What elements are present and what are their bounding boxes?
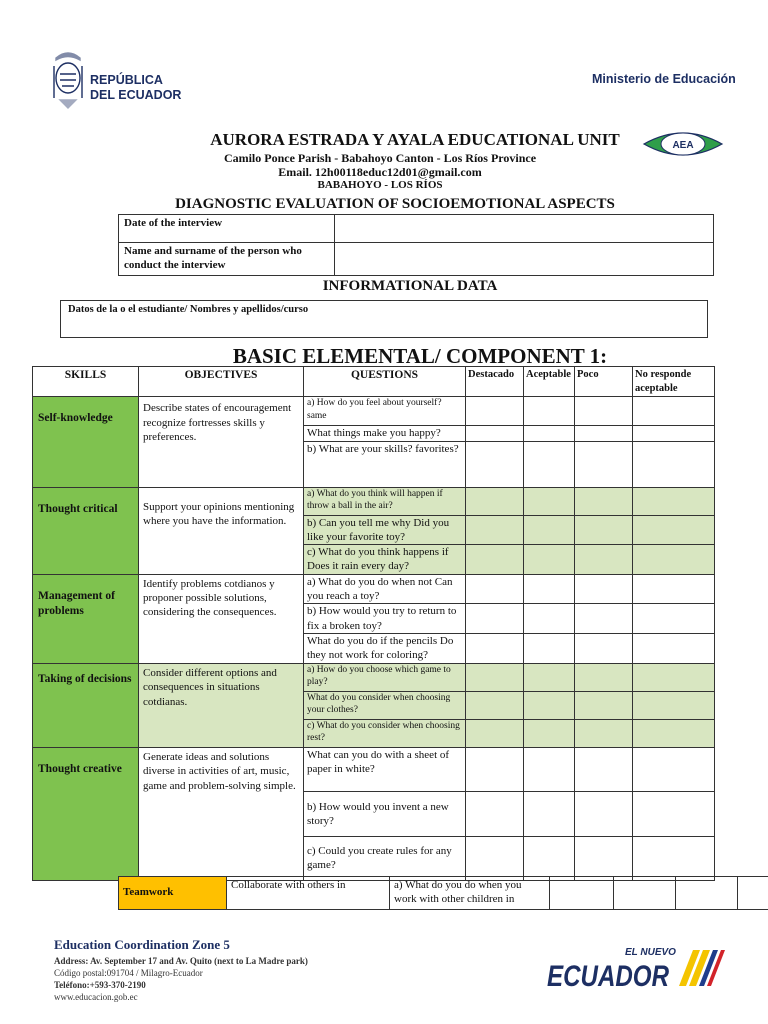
rating-destacado[interactable] xyxy=(466,441,524,487)
footer-zip: Código postal:091704 / Milagro-Ecuador xyxy=(54,968,203,978)
rating-no-responde[interactable] xyxy=(633,515,715,545)
rating-no-responde[interactable] xyxy=(633,397,715,426)
rating-destacado[interactable] xyxy=(466,397,524,426)
rating-poco[interactable] xyxy=(575,663,633,691)
rating-no-responde[interactable] xyxy=(633,633,715,663)
rating-poco[interactable] xyxy=(575,691,633,719)
rating-poco[interactable] xyxy=(575,441,633,487)
rating-poco[interactable] xyxy=(575,487,633,515)
table-row xyxy=(119,877,768,910)
question-cell: c) What do you consider when choosing rest? xyxy=(304,719,466,747)
interview-table xyxy=(118,214,714,276)
question-cell: What things make you happy? xyxy=(304,426,466,441)
footer-zone: Education Coordination Zone 5 xyxy=(54,937,230,952)
rating-aceptable[interactable] xyxy=(524,515,575,545)
rating-aceptable[interactable] xyxy=(524,426,575,441)
rating-no-responde[interactable] xyxy=(738,877,768,910)
question-cell: a) What do you do when not Can you reach a toy? xyxy=(304,574,466,604)
rating-poco[interactable] xyxy=(575,426,633,441)
rating-destacado[interactable] xyxy=(466,426,524,441)
interviewer-field[interactable] xyxy=(335,243,714,276)
rating-aceptable[interactable] xyxy=(524,487,575,515)
skill-taking-of-decisions: Taking of decisions xyxy=(33,663,139,747)
rating-aceptable[interactable] xyxy=(524,633,575,663)
rating-no-responde[interactable] xyxy=(633,663,715,691)
logo-line2: DEL ECUADOR xyxy=(90,88,182,102)
rating-destacado[interactable] xyxy=(466,574,524,604)
rating-aceptable[interactable] xyxy=(524,441,575,487)
header-poco: Poco xyxy=(575,367,633,397)
question-cell: a) How do you feel about yourself? same xyxy=(304,397,466,426)
header-aceptable: Aceptable xyxy=(524,367,575,397)
rating-poco[interactable] xyxy=(575,574,633,604)
rating-aceptable[interactable] xyxy=(524,719,575,747)
rating-aceptable[interactable] xyxy=(524,691,575,719)
question-cell: c) Could you create rules for any game? xyxy=(304,836,466,880)
rating-no-responde[interactable] xyxy=(633,836,715,880)
rating-poco[interactable] xyxy=(575,397,633,426)
rating-destacado[interactable] xyxy=(550,877,614,910)
question-cell: b) How would you try to return to fix a broken toy? xyxy=(304,604,466,634)
objective-thought-critical: Support your opinions mentioning where you have the information. xyxy=(139,487,304,574)
objective-thought-creative: Generate ideas and solutions diverse in activities of art, music, game and problem-solving simple. xyxy=(139,747,304,880)
table-row xyxy=(33,397,715,426)
teamwork-table xyxy=(118,876,768,910)
student-data-label: Datos de la o el estudiante/ Nombres y apellidos/curso xyxy=(68,304,309,315)
header-objectives: OBJECTIVES xyxy=(139,367,304,397)
ministry-name: Ministerio de Educación xyxy=(592,72,736,86)
question-cell: What do you consider when choosing your clothes? xyxy=(304,691,466,719)
objective-self-knowledge: Describe states of encouragement recognize fortresses skills y preferences. xyxy=(139,397,304,487)
rating-no-responde[interactable] xyxy=(633,574,715,604)
interviewer-label: Name and surname of the person who conduct the interview xyxy=(119,243,335,276)
rating-aceptable[interactable] xyxy=(614,877,676,910)
rating-poco[interactable] xyxy=(575,633,633,663)
skill-thought-critical: Thought critical xyxy=(33,487,139,574)
table-row xyxy=(33,487,715,515)
coat-of-arms-icon xyxy=(54,53,82,108)
rating-poco[interactable] xyxy=(575,545,633,575)
evaluation-table xyxy=(32,366,715,881)
school-name: AURORA ESTRADA Y AYALA EDUCATIONAL UNIT xyxy=(210,130,620,149)
school-logo-text: AEA xyxy=(672,140,694,151)
rating-no-responde[interactable] xyxy=(633,719,715,747)
rating-destacado[interactable] xyxy=(466,791,524,836)
rating-poco[interactable] xyxy=(676,877,738,910)
question-cell: What can you do with a sheet of paper in white? xyxy=(304,747,466,791)
question-cell: a) How do you choose which game to play? xyxy=(304,663,466,691)
rating-aceptable[interactable] xyxy=(524,791,575,836)
question-cell: What do you do if the pencils Do they not work for coloring? xyxy=(304,633,466,663)
table-header-row xyxy=(33,367,715,397)
table-row xyxy=(119,243,714,276)
rating-aceptable[interactable] xyxy=(524,747,575,791)
objective-teamwork: Collaborate with others in xyxy=(227,877,390,910)
header-skills: SKILLS xyxy=(33,367,139,397)
table-row xyxy=(33,663,715,691)
student-data-field[interactable] xyxy=(60,300,708,338)
rating-aceptable[interactable] xyxy=(524,663,575,691)
table-row xyxy=(33,747,715,791)
objective-management-of-problems: Identify problems cotdianos y proponer possible solutions, considering the consequences. xyxy=(139,574,304,663)
rating-no-responde[interactable] xyxy=(633,487,715,515)
rating-destacado[interactable] xyxy=(466,836,524,880)
rating-destacado[interactable] xyxy=(466,719,524,747)
rating-no-responde[interactable] xyxy=(633,691,715,719)
rating-aceptable[interactable] xyxy=(524,574,575,604)
rating-poco[interactable] xyxy=(575,747,633,791)
footer-phone: Teléfono:+593-370-2190 xyxy=(54,980,146,990)
question-cell: c) What do you think happens if Does it rain every day? xyxy=(304,545,466,575)
skill-thought-creative: Thought creative xyxy=(33,747,139,880)
rating-no-responde[interactable] xyxy=(633,604,715,634)
rating-destacado[interactable] xyxy=(466,515,524,545)
rating-destacado[interactable] xyxy=(466,633,524,663)
header-questions: QUESTIONS xyxy=(304,367,466,397)
rating-aceptable[interactable] xyxy=(524,545,575,575)
rating-no-responde[interactable] xyxy=(633,747,715,791)
question-cell: a) What do you do when you work with other children in xyxy=(390,877,550,910)
rating-destacado[interactable] xyxy=(466,663,524,691)
informational-data-title: INFORMATIONAL DATA xyxy=(322,278,498,294)
rating-poco[interactable] xyxy=(575,791,633,836)
rating-no-responde[interactable] xyxy=(633,545,715,575)
el-nuevo-ecuador-logo xyxy=(545,942,725,992)
rating-poco[interactable] xyxy=(575,604,633,634)
rating-destacado[interactable] xyxy=(466,747,524,791)
component-title: BASIC ELEMENTAL/ COMPONENT 1: xyxy=(232,344,608,368)
rating-no-responde[interactable] xyxy=(633,441,715,487)
rating-aceptable[interactable] xyxy=(524,397,575,426)
school-email: Email. 12h00118educ12d01@gmail.com xyxy=(278,165,482,179)
school-city: BABAHOYO - LOS RÍOS xyxy=(317,179,443,191)
rating-destacado[interactable] xyxy=(466,487,524,515)
question-cell: b) Can you tell me why Did you like your favorite toy? xyxy=(304,515,466,545)
rating-aceptable[interactable] xyxy=(524,604,575,634)
skill-teamwork: Teamwork xyxy=(119,877,227,910)
header-no-responde: No responde aceptable xyxy=(633,367,715,397)
document-title: DIAGNOSTIC EVALUATION OF SOCIOEMOTIONAL ASPECTS xyxy=(175,196,615,212)
rating-no-responde[interactable] xyxy=(633,791,715,836)
republica-del-ecuador-logo xyxy=(50,46,190,116)
rating-no-responde[interactable] xyxy=(633,426,715,441)
brand-main-text: ECUADOR xyxy=(547,960,670,992)
rating-destacado[interactable] xyxy=(466,545,524,575)
flag-stripes-icon xyxy=(679,950,725,986)
brand-top-text: EL NUEVO xyxy=(625,947,676,958)
question-cell: b) How would you invent a new story? xyxy=(304,791,466,836)
footer-address: Address: Av. September 17 and Av. Quito (next to La Madre park) xyxy=(54,956,308,966)
logo-line1: REPÚBLICA xyxy=(90,73,163,87)
table-row xyxy=(119,215,714,243)
date-field[interactable] xyxy=(335,215,714,243)
header-destacado: Destacado xyxy=(466,367,524,397)
rating-destacado[interactable] xyxy=(466,604,524,634)
skill-management-of-problems: Management of problems xyxy=(33,574,139,663)
rating-poco[interactable] xyxy=(575,836,633,880)
rating-poco[interactable] xyxy=(575,719,633,747)
objective-taking-of-decisions: Consider different options and consequences in situations cotdianas. xyxy=(139,663,304,747)
table-row xyxy=(33,574,715,604)
question-cell: b) What are your skills? favorites? xyxy=(304,441,466,487)
rating-aceptable[interactable] xyxy=(524,836,575,880)
footer-website[interactable]: www.educacion.gob.ec xyxy=(54,992,138,1002)
school-parish: Camilo Ponce Parish - Babahoyo Canton - Los Ríos Province xyxy=(223,151,537,165)
rating-destacado[interactable] xyxy=(466,691,524,719)
date-label: Date of the interview xyxy=(119,215,335,243)
skill-self-knowledge: Self-knowledge xyxy=(33,397,139,487)
question-cell: a) What do you think will happen if throw a ball in the air? xyxy=(304,487,466,515)
rating-poco[interactable] xyxy=(575,515,633,545)
